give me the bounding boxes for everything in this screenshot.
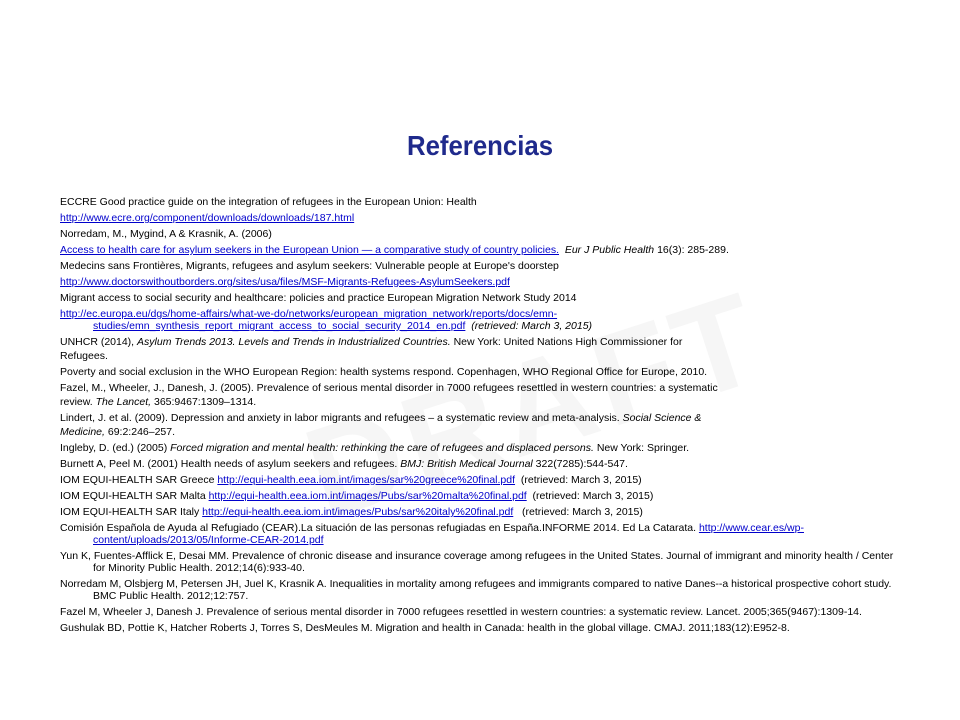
reference-text: UNHCR (2014),: [60, 336, 135, 348]
reference-ingleby: [60, 442, 900, 454]
reference-text: 365:9467:1309–1314.: [153, 396, 257, 408]
reference-lindert: [60, 412, 900, 424]
reference-text: Norredam, M., Mygind, A & Krasnik, A. (2006): [60, 228, 272, 240]
reference-text: IOM EQUI-HEALTH SAR Malta: [60, 490, 206, 502]
reference-title: Forced migration and mental health: rethinking the care of refugees and displaced persons.: [170, 442, 594, 454]
reference-yun: [60, 550, 900, 574]
reference-title: Asylum Trends 2013. Levels and Trends in Industrialized Countries.: [137, 336, 451, 348]
reference-list: [60, 196, 900, 638]
reference-text: Yun K, Fuentes-Afflick E, Desai MM. Prevalence of chronic disease and insurance coverage among refugees in the United States. Journal of immigrant and minority health / Center for Minority Public Health. 2012;14(6):933-40.: [60, 550, 894, 574]
retrieved-note: (retrieved: March 3, 2015): [471, 320, 593, 332]
cear-link[interactable]: http://www.cear.es/wp-content/uploads/2013/05/Informe-CEAR-2014.pdf: [93, 522, 804, 546]
reference-emn-url: [60, 308, 900, 332]
reference-who: [60, 366, 900, 378]
reference-text: Refugees.: [60, 350, 108, 362]
reference-ecre: [60, 196, 900, 208]
journal-name: Eur J Public Health: [564, 244, 655, 256]
journal-name: Medicine,: [60, 426, 105, 438]
reference-iom-italy: [60, 506, 900, 518]
iom-malta-link[interactable]: http://equi-health.eea.iom.int/images/Pubs/sar%20malta%20final.pdf: [208, 490, 527, 502]
reference-gushulak: [60, 622, 900, 634]
reference-text: New York: Springer.: [596, 442, 690, 454]
reference-text: Fazel, M., Wheeler, J., Danesh, J. (2005). Prevalence of serious mental disorder in 7000 refugees resettled in western countries: a systematic: [60, 382, 718, 394]
reference-text: 69:2:246–257.: [107, 426, 176, 438]
iom-greece-link[interactable]: http://equi-health.eea.iom.int/images/sar%20greece%20final.pdf: [217, 474, 516, 486]
reference-text: 322(7285):544-547.: [535, 458, 628, 470]
reference-text: Burnett A, Peel M. (2001) Health needs of asylum seekers and refugees.: [60, 458, 398, 470]
journal-name: BMJ: British Medical Journal: [400, 458, 533, 470]
reference-iom-malta: [60, 490, 900, 502]
reference-ecre-url: [60, 212, 900, 224]
ecre-link[interactable]: http://www.ecre.org/component/downloads/downloads/187.html: [60, 212, 355, 224]
reference-lindert-cont: [60, 426, 900, 438]
reference-burnett: [60, 458, 900, 470]
reference-text: Lindert, J. et al. (2009). Depression and anxiety in labor migrants and refugees – a systematic review and meta-analysis.: [60, 412, 620, 424]
page-title: Referencias: [406, 130, 554, 161]
msf-link[interactable]: http://www.doctorswithoutborders.org/sites/usa/files/MSF-Migrants-Refugees-AsylumSeekers.pdf: [60, 276, 510, 288]
retrieved-note: (retrieved: March 3, 2015): [522, 506, 643, 518]
emn-link[interactable]: http://ec.europa.eu/dgs/home-affairs/what-we-do/networks/european_migration_network/reports/docs/emn-studies/emn_synthesis_report_migrant_access_to_social_security_2014_en.pdf: [60, 308, 558, 332]
reference-text: Fazel M, Wheeler J, Danesh J. Prevalence of serious mental disorder in 7000 refugees resettled in western countries: a systematic review. Lancet. 2005;365(9467):1309-14.: [60, 606, 862, 618]
reference-norredam-2012: [60, 578, 900, 602]
reference-cear: [60, 522, 900, 546]
reference-emn: [60, 292, 900, 304]
reference-text: 16(3): 285-289.: [657, 244, 729, 256]
journal-name: The Lancet,: [95, 396, 152, 408]
reference-text: ECCRE Good practice guide on the integration of refugees in the European Union: Health: [60, 196, 477, 208]
reference-eurjph: [60, 244, 900, 256]
reference-iom-greece: [60, 474, 900, 486]
reference-text: review.: [60, 396, 93, 408]
reference-text: IOM EQUI-HEALTH SAR Greece: [60, 474, 215, 486]
retrieved-note: (retrieved: March 3, 2015): [520, 474, 642, 486]
reference-msf-url: [60, 276, 900, 288]
reference-fazel-2005: [60, 382, 900, 394]
retrieved-note: (retrieved: March 3, 2015): [532, 490, 654, 502]
reference-msf: [60, 260, 900, 272]
reference-text: Ingleby, D. (ed.) (2005): [60, 442, 168, 454]
journal-name: Social Science &: [622, 412, 702, 424]
reference-text: Comisión Española de Ayuda al Refugiado (CEAR).La situación de las personas refugiadas en España.INFORME 2014. Ed La Catarata.: [60, 522, 697, 534]
eurjph-link[interactable]: Access to health care for asylum seekers in the European Union — a comparative study of country policies.: [60, 244, 559, 256]
reference-text: Norredam M, Olsbjerg M, Petersen JH, Juel K, Krasnik A. Inequalities in mortality among refugees and immigrants compared to native Danes--a historical prospective cohort study. BMC Public Health. 2012;12:757.: [60, 578, 892, 602]
reference-text: Medecins sans Frontières, Migrants, refugees and asylum seekers: Vulnerable people at Europe's doorstep: [60, 260, 559, 272]
reference-unhcr-cont: [60, 350, 900, 362]
reference-text: Migrant access to social security and healthcare: policies and practice European Migration Network Study 2014: [60, 292, 577, 304]
reference-text: New York: United Nations High Commissioner for: [453, 336, 683, 348]
reference-unhcr: [60, 336, 900, 348]
reference-norredam-2006: [60, 228, 900, 240]
iom-italy-link[interactable]: http://equi-health.eea.iom.int/images/Pubs/sar%20italy%20final.pdf: [202, 506, 514, 518]
reference-fazel-2005-cont: [60, 396, 900, 408]
reference-text: Gushulak BD, Pottie K, Hatcher Roberts J, Torres S, DesMeules M. Migration and health in Canada: health in the global village. CMAJ. 2011;183(12):E952-8.: [60, 622, 790, 634]
reference-text: IOM EQUI-HEALTH SAR Italy: [60, 506, 200, 518]
reference-text: Poverty and social exclusion in the WHO European Region: health systems respond. Copenhagen, WHO Regional Office for Europe, 2010.: [60, 366, 708, 378]
reference-fazel-lancet: [60, 606, 900, 618]
